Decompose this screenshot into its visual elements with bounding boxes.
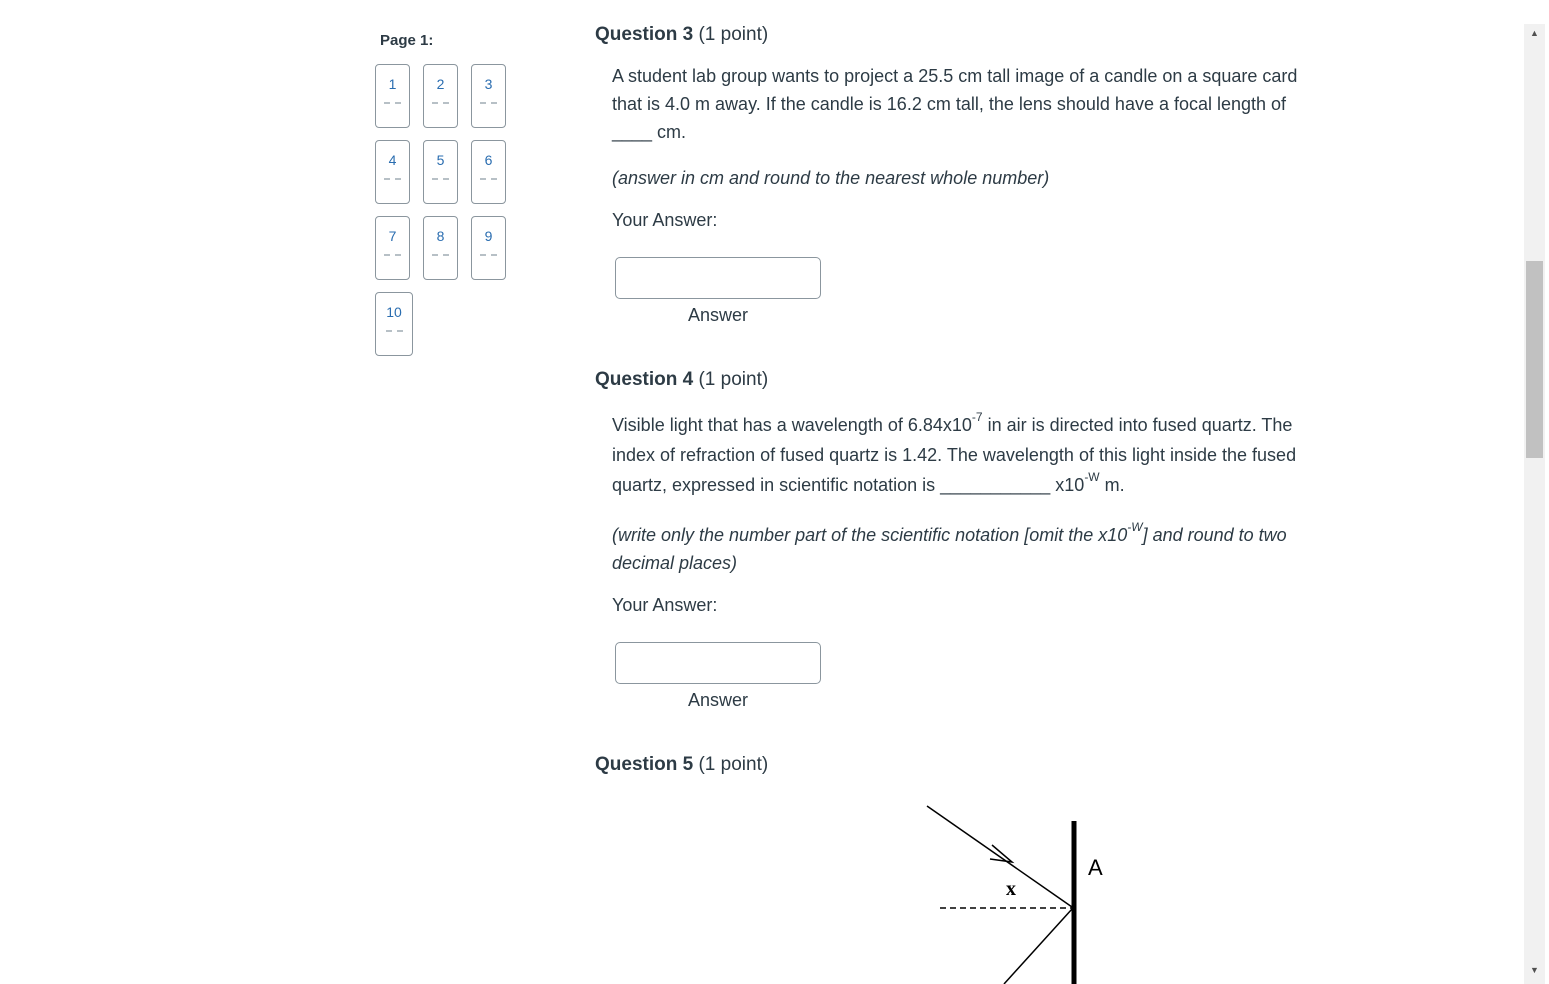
scroll-thumb[interactable] [1526, 261, 1543, 458]
question-3-answer-input[interactable] [615, 257, 821, 299]
question-nav-button[interactable] [471, 216, 506, 280]
ray-arrowhead [990, 845, 1012, 862]
question-points: (1 point) [698, 24, 769, 45]
q4-text-part: Visible light that has a wavelength of 6.84x10 [612, 415, 972, 435]
question-nav-button[interactable] [375, 216, 410, 280]
mirror-label-a: A [1088, 855, 1103, 880]
hint-text: (answer in cm and round to the nearest whole number) [612, 168, 1050, 188]
unanswered-mark [384, 102, 401, 104]
hint-text: (write only the number part of the scientific notation [omit the x10 [612, 525, 1128, 545]
question-4-answer-input[interactable] [615, 642, 821, 684]
question-points: (1 point) [698, 369, 769, 390]
question-5-title [595, 754, 768, 776]
question-3-title [595, 24, 768, 46]
q4-text-part: in air is directed into fused quartz. The index of refraction of fused quartz is 1.42. The wavelength of this light inside the fused quartz, expressed in scientific notation is ___________ x10 [612, 415, 1297, 495]
reflected-ray [1004, 909, 1072, 984]
question-nav-button[interactable] [375, 140, 410, 204]
q4-exponent: -7 [971, 410, 983, 424]
your-answer-label: Your Answer: [612, 595, 718, 615]
question-nav-number: 5 [436, 152, 445, 168]
question-nav-button[interactable] [375, 292, 413, 356]
question-nav-button[interactable] [471, 64, 506, 128]
question-title-text: Question 3 [595, 24, 694, 45]
your-answer-label: Your Answer: [612, 210, 718, 230]
question-nav-number: 10 [386, 304, 402, 320]
scroll-down-arrow-icon[interactable]: ▼ [1530, 965, 1539, 975]
vertical-scrollbar[interactable] [1524, 24, 1545, 984]
page-label: Page 1: [380, 32, 434, 49]
unanswered-mark [386, 330, 403, 332]
reflection-diagram [900, 795, 1160, 984]
unanswered-mark [480, 102, 497, 104]
question-nav-number: 1 [388, 76, 397, 92]
hint-text: ] and round to two decimal places) [612, 525, 1287, 573]
question-nav-button[interactable] [423, 216, 458, 280]
question-title-text: Question 5 [595, 754, 694, 775]
question-points: (1 point) [698, 754, 769, 775]
unanswered-mark [384, 178, 401, 180]
unanswered-mark [432, 102, 449, 104]
angle-label-x: x [1006, 878, 1016, 900]
question-nav-number: 4 [388, 152, 397, 168]
q4-text-part: m. [1099, 475, 1125, 495]
question-4-text [612, 410, 1317, 500]
answer-field-label: Answer [687, 305, 749, 325]
question-title-text: Question 4 [595, 369, 694, 390]
question-nav-button[interactable] [471, 140, 506, 204]
q4-exponent: -W [1084, 470, 1100, 484]
question-4-hint [612, 521, 1332, 577]
question-nav-number: 7 [388, 228, 397, 244]
hint-exponent: -W [1127, 520, 1143, 534]
question-nav-button[interactable] [423, 64, 458, 128]
unanswered-mark [384, 254, 401, 256]
question-nav-number: 6 [484, 152, 493, 168]
question-nav-number: 2 [436, 76, 445, 92]
unanswered-mark [432, 254, 449, 256]
incident-ray [927, 806, 1072, 907]
question-3-hint [612, 164, 1332, 192]
question-nav-number: 9 [484, 228, 493, 244]
unanswered-mark [480, 178, 497, 180]
question-nav-number: 8 [436, 228, 445, 244]
question-3-text: A student lab group wants to project a 25.5 cm tall image of a candle on a square card that is 4.0 m away. If the candle is 16.2 cm tall, the lens should have a focal length of ____ cm. [612, 66, 1298, 142]
question-nav-button[interactable] [423, 140, 458, 204]
question-4-title [595, 369, 768, 391]
question-nav-number: 3 [484, 76, 493, 92]
unanswered-mark [480, 254, 497, 256]
scroll-up-arrow-icon[interactable]: ▲ [1530, 28, 1539, 38]
question-nav-button[interactable] [375, 64, 410, 128]
answer-field-label: Answer [687, 690, 749, 710]
unanswered-mark [432, 178, 449, 180]
